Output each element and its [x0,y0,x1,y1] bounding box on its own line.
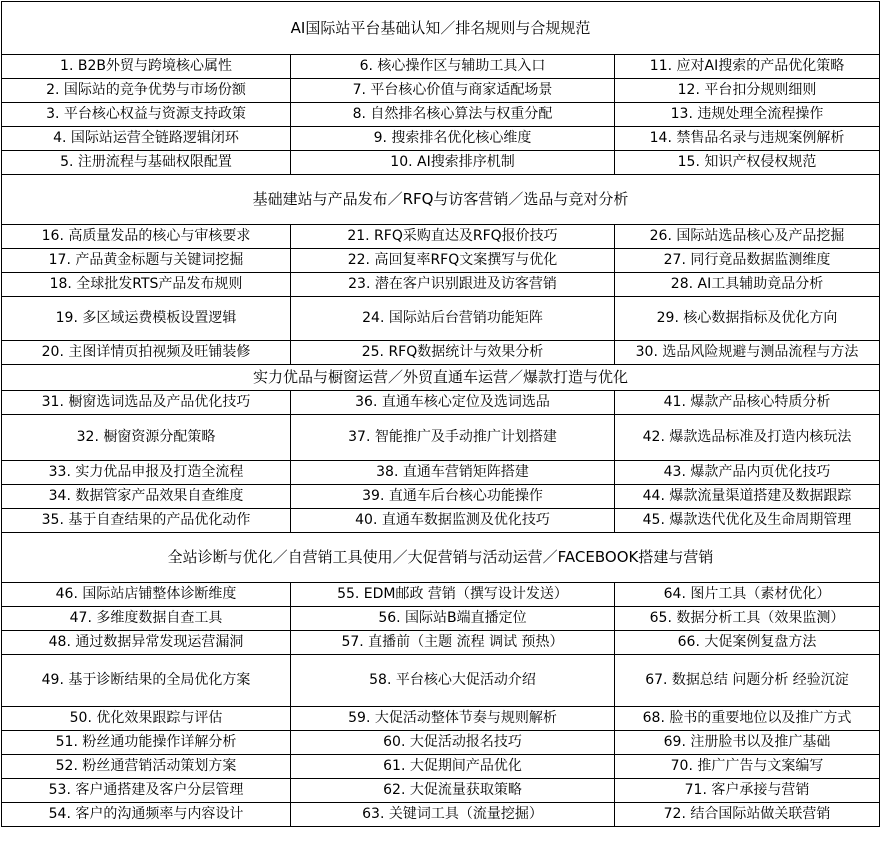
course-cell: 27. 同行竟品数据监测维度 [615,249,880,273]
course-cell: 11. 应对AI搜索的产品优化策略 [615,55,880,79]
course-cell: 63. 关键词工具（流量挖掘） [291,803,615,827]
course-cell: 12. 平台扣分规则细则 [615,79,880,103]
course-cell: 68. 脸书的重要地位以及推广方式 [615,707,880,731]
course-cell: 71. 客户承接与营销 [615,779,880,803]
course-cell: 46. 国际站店铺整体诊断维度 [2,583,291,607]
section-title: 实力优品与橱窗运营／外贸直通车运营／爆款打造与优化 [2,365,880,391]
course-cell: 55. EDM邮政 营销（撰写设计发送） [291,583,615,607]
course-cell: 56. 国际站B端直播定位 [291,607,615,631]
section-title: 基础建站与产品发布／RFQ与访客营销／选品与竞对分析 [2,175,880,225]
course-cell: 50. 优化效果跟踪与评估 [2,707,291,731]
section-title: 全站诊断与优化／自营销工具使用／大促营销与活动运营／FACEBOOK搭建与营销 [2,533,880,583]
course-cell: 72. 结合国际站做关联营销 [615,803,880,827]
course-cell: 67. 数据总结 问题分析 经验沉淀 [615,655,880,707]
course-cell: 14. 禁售品名录与违规案例解析 [615,127,880,151]
course-cell: 39. 直通车后台核心功能操作 [291,485,615,509]
course-cell: 10. AI搜索排序机制 [291,151,615,175]
course-cell: 2. 国际站的竞争优势与市场份额 [2,79,291,103]
section-title: AI国际站平台基础认知／排名规则与合规规范 [2,2,880,55]
course-cell: 58. 平台核心大促活动介绍 [291,655,615,707]
course-cell: 18. 全球批发RTS产品发布规则 [2,273,291,297]
course-cell: 70. 推广广告与文案编写 [615,755,880,779]
course-cell: 61. 大促期间产品优化 [291,755,615,779]
course-cell: 45. 爆款迭代优化及生命周期管理 [615,509,880,533]
course-cell: 28. AI工具辅助竟品分析 [615,273,880,297]
course-cell: 13. 违规处理全流程操作 [615,103,880,127]
course-cell: 60. 大促活动报名技巧 [291,731,615,755]
course-cell: 1. B2B外贸与跨境核心属性 [2,55,291,79]
course-cell: 7. 平台核心价值与商家适配场景 [291,79,615,103]
course-cell: 48. 通过数据异常发现运营漏洞 [2,631,291,655]
course-cell: 32. 橱窗资源分配策略 [2,415,291,461]
course-cell: 35. 基于自查结果的产品优化动作 [2,509,291,533]
course-cell: 44. 爆款流量渠道搭建及数据跟踪 [615,485,880,509]
course-cell: 66. 大促案例复盘方法 [615,631,880,655]
course-cell: 42. 爆款选品标准及打造内核玩法 [615,415,880,461]
course-cell: 5. 注册流程与基础权限配置 [2,151,291,175]
course-cell: 8. 自然排名核心算法与权重分配 [291,103,615,127]
course-cell: 47. 多维度数据自查工具 [2,607,291,631]
course-cell: 51. 粉丝通功能操作详解分析 [2,731,291,755]
course-cell: 15. 知识产权侵权规范 [615,151,880,175]
course-cell: 49. 基于诊断结果的全局优化方案 [2,655,291,707]
course-cell: 30. 选品风险规避与测品流程与方法 [615,341,880,365]
course-cell: 4. 国际站运营全链路逻辑闭环 [2,127,291,151]
course-cell: 53. 客户通搭建及客户分层管理 [2,779,291,803]
course-cell: 33. 实力优品申报及打造全流程 [2,461,291,485]
course-cell: 69. 注册脸书以及推广基础 [615,731,880,755]
course-cell: 31. 橱窗选词选品及产品优化技巧 [2,391,291,415]
course-cell: 65. 数据分析工具（效果监测） [615,607,880,631]
course-cell: 25. RFQ数据统计与效果分析 [291,341,615,365]
course-cell: 41. 爆款产品核心特质分析 [615,391,880,415]
course-cell: 9. 搜索排名优化核心维度 [291,127,615,151]
course-cell: 29. 核心数据指标及优化方向 [615,297,880,341]
course-cell: 36. 直通车核心定位及选词选品 [291,391,615,415]
course-cell: 16. 高质量发品的核心与审核要求 [2,225,291,249]
course-cell: 54. 客户的沟通频率与内容设计 [2,803,291,827]
course-cell: 64. 图片工具（素材优化） [615,583,880,607]
course-cell: 23. 潜在客户识别跟进及访客营销 [291,273,615,297]
course-cell: 20. 主图详情页拍视频及旺铺装修 [2,341,291,365]
course-cell: 57. 直播前（主题 流程 调试 预热） [291,631,615,655]
course-cell: 17. 产品黄金标题与关键词挖掘 [2,249,291,273]
course-cell: 59. 大促活动整体节奏与规则解析 [291,707,615,731]
course-cell: 21. RFQ采购直达及RFQ报价技巧 [291,225,615,249]
course-cell: 26. 国际站选品核心及产品挖掘 [615,225,880,249]
curriculum-table [1,1,880,827]
course-cell: 24. 国际站后台营销功能矩阵 [291,297,615,341]
course-cell: 40. 直通车数据监测及优化技巧 [291,509,615,533]
course-cell: 3. 平台核心权益与资源支持政策 [2,103,291,127]
course-cell: 22. 高回复率RFQ文案撰写与优化 [291,249,615,273]
course-cell: 6. 核心操作区与辅助工具入口 [291,55,615,79]
course-cell: 52. 粉丝通营销活动策划方案 [2,755,291,779]
course-cell: 62. 大促流量获取策略 [291,779,615,803]
course-cell: 43. 爆款产品内页优化技巧 [615,461,880,485]
course-cell: 38. 直通车营销矩阵搭建 [291,461,615,485]
course-cell: 37. 智能推广及手动推广计划搭建 [291,415,615,461]
course-cell: 34. 数据管家产品效果自查维度 [2,485,291,509]
course-cell: 19. 多区域运费模板设置逻辑 [2,297,291,341]
